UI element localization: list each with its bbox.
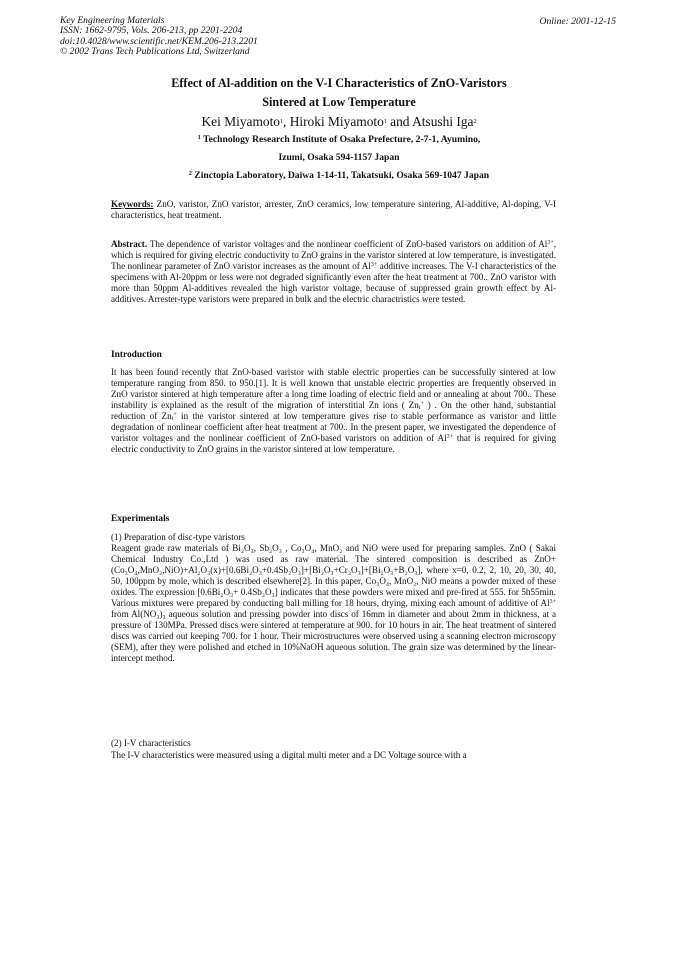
zn-sup-1: + [420,401,424,408]
author-2-affil: 1 [383,119,387,125]
intro-text-2: ) . On the other hand, substantial reduction of Zn [111,400,556,422]
paper-title-line-1: Effect of Al-addition on the V-I Characteristics of ZnO-Varistors [171,76,507,90]
affiliation-1-line-2: Izumi, Osaka 594-1157 Japan [278,152,400,163]
intro-text-3: in the varistor sintered at low temperature gives rise to stable performance as varistor and little degradation of nonlinear coefficient after heat treatment at 700.. In the present paper, we investigated the dependence of varistor voltages and the nonlinear coefficient of ZnO-based varistors on addition of Al [111,411,556,444]
intro-text-1: It has been found recently that ZnO-based varistor with stable electric properties can be successfully sintered at low temperature ranging from 850. to 950.[1]. It is well known that unstable electric properties are frequently observed in ZnO varistor sintered at high temperature after a long time loading of electric field and or annealing at about 700.. These instability is explained as the result of the migration of interstitial Zn ions ( Zn [111,367,556,411]
issn-line: ISSN: 1662-9795, Vols. 206-213, pp 2201-2204 [60,25,243,37]
affil-2-number: 2 [188,171,192,177]
exp-text-2: from Al(NO₃)₃ aqueous solution and pressing powder into discs of 16mm in diameter and about 2mm in thickness, at a pressure of 130MPa. Pressed discs were sintered at temperature at 900. for 10 hours in air. The heat treatment of sintered discs was carried out keeping 700. for 1 hour. Their microstructures were observed using a scanning electron microscopy (SEM), after they were polished and etched in 10%NaOH aqueous solution. The grain size was determined by the linear-intercept method. [111,609,556,664]
author-3: and Atsushi Iga [390,114,474,129]
subsection-2-heading: (2) I-V characteristics [111,738,191,748]
abstract-label: Abstract. [111,239,148,249]
author-2: Hiroki Miyamoto [289,114,384,129]
zn-sup-2: + [173,412,177,419]
keywords-label: Keywords: [111,199,154,209]
zn-sub-1: i [418,405,421,412]
zn-sub-2: i [171,416,174,423]
intro-text-4: that is required for giving electric conductivity to ZnO grains in the varistor sintered at low temperature. [111,433,556,455]
abstract-text-2: , which is required for giving electric conductivity to ZnO grains in the varistor sintered at low temperature, is investigated. The nonlinear parameter of ZnO varistor increases as the amount of Al [111,239,557,272]
exp-text-1: Reagent grade raw materials of Bi₂O₃, Sb₂O₃ , Co₃O₄, MnO₂ and NiO were used for preparing samples. ZnO ( Sakai Chemical Industry Co.,Ltd ) was used as raw material. The sintered composition is described as ZnO+(Co₃O₄,MnO₂,NiO)+Al₂O₃(x)+[0.6Bi₂O₃+0.4Sb₂O₃]+[Bi₂O₃+Cr₂O₃]+[Bi₂O₃+B₂O₃], where x=0, 0.2, 2, 10, 20, 30, 40, 50, 100ppm by mole, which is described elsewhere[2]. In this paper, Co₃O₄, MnO₂, NiO means a powder mixed of these oxides. The expression [0.6Bi₂O₃+ 0.4Sb₂O₃] indicates that these powders were mixed and pre-fired at 555. for 5h55min. Various mixtures were prepared by conducting ball milling for 18 hours, drying, mixing each amount of additive of Al [111,543,556,609]
author-1-affil: 1 [280,119,283,125]
al-charge-1: 3+ [547,240,554,246]
affil-1-text: Technology Research Institute of Osaka Prefecture, 2-7-1, Ayumino, [203,134,481,145]
experimentals-heading: Experimentals [111,514,170,524]
author-list [60,114,618,130]
al-charge-2: 3+ [370,262,378,269]
online-date: Online: 2001-12-15 [539,16,616,27]
author-1: Kei Miyamoto [201,114,280,129]
author-sep: , [283,114,290,129]
copyright-line: © 2002 Trans Tech Publications Ltd, Switzerland [60,45,250,57]
journal-name: Key Engineering Materials [60,15,165,26]
journal-header [60,16,258,57]
al-charge-4: 3+ [549,599,556,606]
author-3-affil: 2 [473,119,477,125]
introduction-heading: Introduction [111,350,162,360]
experimentals-text [111,543,556,665]
affil-2-text: Zinctopia Laboratory, Daiwa 1-14-11, Takatsuki, Osaka 569-1047 Japan [194,170,490,181]
al-charge-3: 3+ [446,434,454,441]
subsection-1-heading: (1) Preparation of disc-type varistors [111,532,245,542]
affiliation-2 [60,170,618,181]
abstract-text-1: The dependence of varistor voltages and the nonlinear coefficient of ZnO-based varistors on addition of Al [149,239,548,249]
keywords-text: ZnO, varistor, ZnO varistor, arrester, ZnO ceramics, low temperature sintering, Al-additive, Al-doping, V-I characteristics, heat treatment. [111,199,556,221]
experimentals-last-line: The I-V characteristics were measured using a digital multi meter and a DC Voltage source with a [111,750,467,760]
abstract-text-3: additive increases. The V-I characteristics of the specimens with Al-20ppm or less were not degraded significantly even after the heat treatment at 700.. ZnO varistor with more than 50ppm Al-additives revealed the high varistor voltage, because of suppressed grain growth effect by Al-additives. Arrester-type varistors were prepared in bulk and the electric charactristics were tested. [111,261,557,305]
keywords [111,199,556,221]
affil-1-number: 1 [197,135,201,141]
doi-line: doi:10.4028/www.scientific.net/KEM.206-213.2201 [60,35,258,47]
introduction-text [111,367,556,455]
abstract [111,239,556,305]
paper-title-line-2: Sintered at Low Temperature [262,95,416,109]
affiliation-1-line-1 [60,134,618,145]
